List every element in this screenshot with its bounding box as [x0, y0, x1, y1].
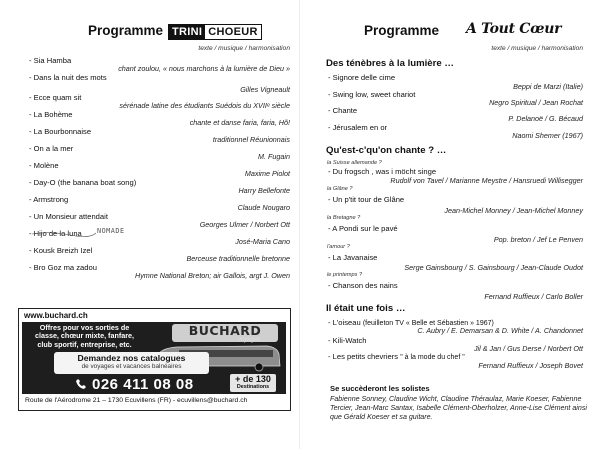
song-title: - Kili-Watch	[328, 336, 367, 345]
song-title: - Molène	[29, 161, 59, 170]
song-title: - Sia Hamba	[29, 56, 72, 65]
song-title: - Armstrong	[29, 195, 69, 204]
song-author: Fernand Ruffieux / Carlo Boller	[484, 292, 583, 301]
song-category: l'amour ?	[327, 244, 350, 250]
song-author: traditionnel Réunionnais	[212, 135, 290, 144]
ad-offer-text: Offres pour vos sorties de classe, chœur mixte, fanfare, club sportif, entreprise, etc.	[34, 323, 135, 349]
song-category: la Bretagne ?	[327, 215, 361, 221]
song-author: Jean-Michel Monney / Jean-Michel Monney	[444, 206, 583, 215]
right-programme-title: Programme	[364, 23, 440, 38]
strike-mark	[30, 229, 98, 239]
song-author: Harry Bellefonte	[238, 186, 290, 195]
promo-title: Demandez nos catalogues	[77, 353, 186, 363]
song-author: chante et danse faria, faria, Hõ!	[189, 118, 290, 127]
right-subheader: texte / musique / harmonisation	[491, 45, 583, 52]
soloists-list: Fabienne Sonney, Claudine Wicht, Claudine Théraulaz, Marie Koeser, Fabienne Tercier, Jean-Marc Santax, Isabelle Clément-Oberholzer, Anne-Lise Clément ainsi que Gérald Koeser et sa guitare.	[330, 395, 587, 422]
trini-choeur-logo	[168, 24, 262, 40]
song-title: - Hijo de la luna	[29, 229, 82, 238]
song-title: - On a la mer	[29, 144, 74, 153]
section-title: Des ténèbres à la lumière …	[326, 58, 454, 69]
song-category: la Suisse allemande ?	[327, 160, 382, 166]
song-author: Naomi Shemer (1967)	[512, 131, 583, 140]
song-title-main: - Les petits chevriers	[328, 352, 399, 361]
phone-icon	[75, 378, 87, 390]
logo-part-trini: TRINI	[169, 25, 205, 39]
song-author: Georges Ulmer / Norbert Ott	[199, 220, 290, 229]
ad-url[interactable]: www.buchard.ch	[24, 311, 88, 320]
ad-address: Route de l'Aérodrome 21 – 1730 Ecuvillens (FR) - ecuvillens@buchard.ch	[25, 397, 248, 404]
song-author: José-Maria Cano	[235, 237, 290, 246]
song-title: - Signore delle cime	[328, 73, 396, 82]
soloists-heading: Se succèderont les solistes	[330, 384, 430, 393]
song-title: - Kousk Breizh Izel	[29, 246, 93, 255]
song-title-extra: " à la mode du chef "	[400, 354, 465, 361]
song-title: - A Pondi sur le pavé	[328, 224, 398, 233]
song-title: - Ecce quam sit	[29, 93, 82, 102]
song-title: - Swing low, sweet chariot	[328, 90, 416, 99]
song-author: chant zoulou, « nous marchons à la lumière de Dieu »	[118, 64, 290, 73]
left-programme-title: Programme	[88, 23, 164, 38]
song-title: - Chante	[328, 106, 358, 115]
song-author: sérénade latine des étudiants Suédois du XVIIᵉ siècle	[119, 101, 290, 110]
song-author: Fernand Ruffieux / Joseph Bovet	[478, 361, 583, 370]
song-author: Serge Gainsbourg / S. Gainsbourg / Jean-Claude Oudot	[404, 263, 583, 272]
promo-subtitle: de voyages et vacances balnéaires	[81, 363, 182, 370]
song-author: Hymne National Breton; air Gallois, argt J. Owen	[135, 271, 290, 280]
song-title: - La Javanaise	[328, 253, 378, 262]
badge-label: Destinations	[236, 384, 270, 390]
a-tout-coeur-logo: A Tout Cœur	[466, 21, 562, 37]
buchard-logo: BUCHARD	[172, 324, 278, 342]
ad-banner	[22, 322, 286, 394]
song-author: Maxime Piolot	[244, 169, 290, 178]
song-title: - La Bohème	[29, 110, 73, 119]
song-author: C. Aubry / E. Demarsan & D. White / A. Chandonnet	[417, 326, 583, 335]
song-author: Claude Nougaro	[237, 203, 290, 212]
destinations-badge	[230, 374, 276, 392]
song-title-main: - L'oiseau	[328, 318, 361, 327]
song-author: Gilles Vigneault	[240, 85, 290, 94]
handwritten-annotation: NOMADE	[97, 227, 125, 235]
right-page	[300, 0, 600, 449]
song-title: - La Bourbonnaise	[29, 127, 92, 136]
song-author: Rudolf von Tavel / Marianne Meystre / Hansruedi Willisegger	[390, 176, 583, 185]
song-author: P. Delanoë / G. Bécaud	[508, 114, 583, 123]
logo-part-choeur: CHOEUR	[205, 25, 260, 39]
ad-phone-number[interactable]: 026 411 08 08	[92, 376, 194, 393]
catalog-promo	[54, 352, 209, 374]
song-title: - Un Monsieur attendait	[29, 212, 108, 221]
song-title: - Un p'tit tour de Glâne	[328, 195, 405, 204]
song-author: Beppi de Marzi (Italie)	[513, 82, 583, 91]
song-title: - Chanson des nains	[328, 281, 398, 290]
song-title: - Bro Goz ma zadou	[29, 263, 97, 272]
song-category: le printemps ?	[327, 272, 363, 278]
song-title: - Dans la nuit des mots	[29, 73, 107, 82]
song-author: M. Fugain	[258, 152, 290, 161]
song-title	[328, 352, 465, 361]
left-subheader: texte / musique / harmonisation	[198, 45, 290, 52]
song-author: Jil & Jan / Gus Derse / Norbert Ott	[473, 344, 583, 353]
song-title-extra: (feuilleton TV « Belle et Sébastien » 1967)	[362, 320, 494, 327]
section-title: Il était une fois …	[326, 303, 406, 314]
badge-count: + de 130	[235, 374, 271, 384]
buchard-logo-sub: voyages	[238, 337, 261, 343]
song-title: - Day-O (the banana boat song)	[29, 178, 137, 187]
section-title: Qu'est-c'qu'on chante ? …	[326, 145, 447, 156]
song-title: - Du frogsch , was i möcht singe	[328, 167, 437, 176]
song-author: Negro Spiritual / Jean Rochat	[489, 98, 583, 107]
song-category: la Glâne ?	[327, 186, 353, 192]
song-author: Berceuse traditionnelle bretonne	[186, 254, 290, 263]
song-title: - Jérusalem en or	[328, 123, 388, 132]
buchard-advertisement	[18, 308, 291, 411]
song-author: Pop. breton / Jef Le Penven	[493, 235, 583, 244]
